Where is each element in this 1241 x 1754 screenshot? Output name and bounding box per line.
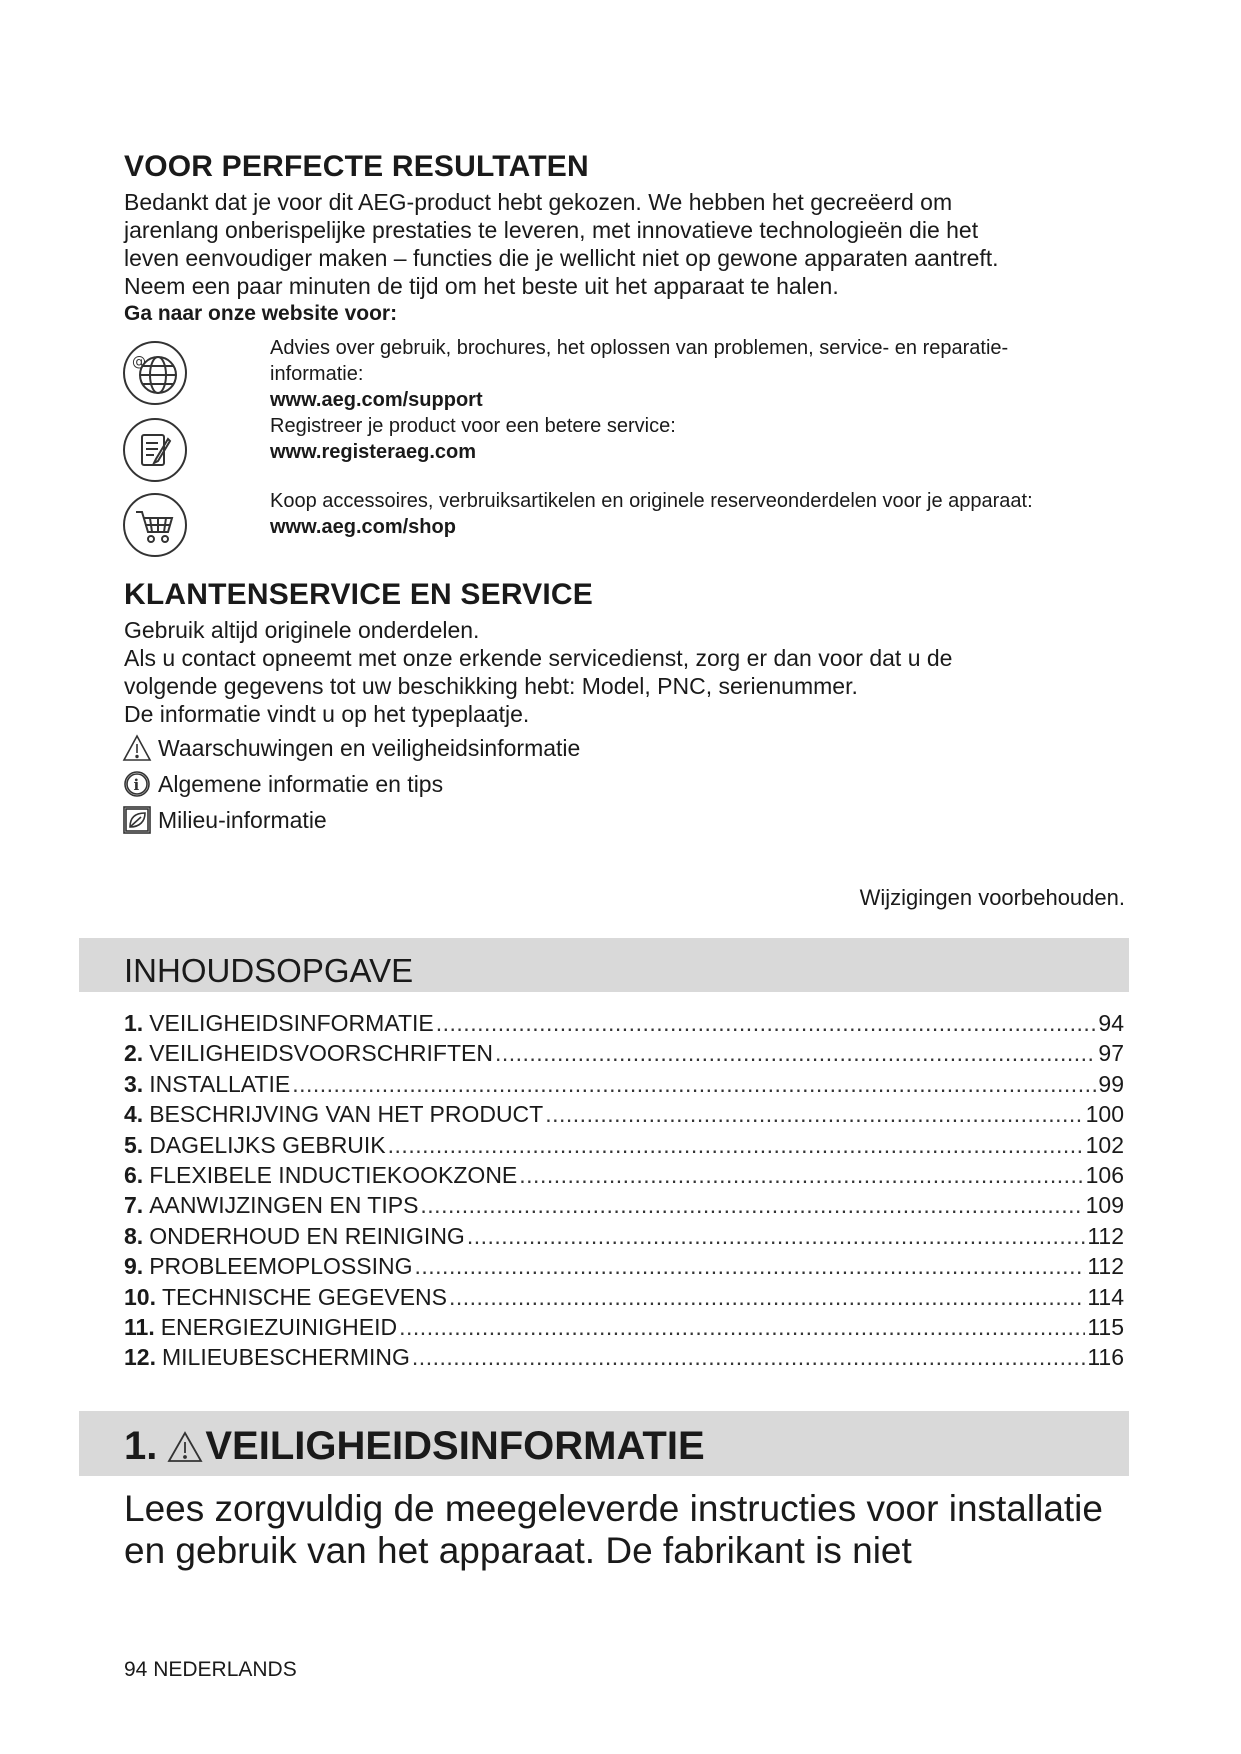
toc-leader bbox=[415, 1253, 1086, 1280]
toc-leader bbox=[436, 1010, 1097, 1037]
toc-label: DAGELIJKS GEBRUIK bbox=[149, 1131, 386, 1158]
toc-page: 102 bbox=[1085, 1131, 1124, 1158]
toc-leader bbox=[467, 1223, 1086, 1250]
globe-icon bbox=[122, 340, 188, 406]
toc-label: MILIEUBESCHERMING bbox=[161, 1344, 410, 1371]
intro-line: Neem een paar minuten de tijd om het beste uit het apparaat te halen. bbox=[124, 273, 839, 299]
toc-label: AANWIJZINGEN EN TIPS bbox=[149, 1192, 419, 1219]
toc-leader bbox=[420, 1192, 1083, 1219]
toc-label: ONDERHOUD EN REINIGING bbox=[149, 1222, 465, 1249]
toc-page: 112 bbox=[1087, 1253, 1124, 1280]
toc-page: 115 bbox=[1087, 1313, 1124, 1340]
website-item-text: Registreer je product voor een betere service: bbox=[270, 415, 676, 437]
toc-entry[interactable] bbox=[124, 1132, 1124, 1162]
toc-number: 11. bbox=[124, 1313, 155, 1340]
toc-entry[interactable] bbox=[124, 1253, 1124, 1283]
section1-intro-line: en gebruik van het apparaat. De fabrikant is niet bbox=[124, 1530, 912, 1571]
register-icon bbox=[122, 417, 188, 483]
toc-entry[interactable] bbox=[124, 1344, 1124, 1374]
shop-link[interactable]: www.aeg.com/shop bbox=[270, 516, 456, 538]
service-line: volgende gegevens tot uw beschikking hebt: Model, PNC, serienummer. bbox=[124, 673, 858, 699]
legend-warning bbox=[122, 733, 580, 763]
website-heading: Ga naar onze website voor: bbox=[124, 302, 398, 325]
website-item-support bbox=[270, 335, 1150, 413]
service-paragraph bbox=[124, 616, 1124, 728]
intro-line: jarenlang onberispelijke prestaties te leveren, met innovatieve technologieën die het bbox=[124, 217, 979, 243]
website-item-register bbox=[270, 413, 1150, 465]
toc-entry[interactable] bbox=[124, 1040, 1124, 1070]
section1-number: 1. bbox=[124, 1424, 158, 1468]
toc-page: 106 bbox=[1085, 1161, 1124, 1188]
toc-page: 112 bbox=[1087, 1222, 1124, 1249]
website-item-text: informatie: bbox=[270, 363, 364, 385]
toc-label: INSTALLATIE bbox=[149, 1070, 291, 1097]
section1-title bbox=[124, 1424, 705, 1469]
service-line: De informatie vindt u op het typeplaatje. bbox=[124, 701, 530, 727]
toc-page: 114 bbox=[1087, 1283, 1124, 1310]
toc-label: ENERGIEZUINIGHEID bbox=[160, 1313, 398, 1340]
toc-number: 3. bbox=[124, 1070, 144, 1097]
toc-page: 97 bbox=[1098, 1040, 1124, 1067]
warning-icon bbox=[122, 733, 152, 763]
toc-entry[interactable] bbox=[124, 1223, 1124, 1253]
toc-title: INHOUDSOPGAVE bbox=[124, 952, 414, 989]
toc-page: 100 bbox=[1085, 1101, 1124, 1128]
cart-icon bbox=[122, 492, 188, 558]
website-item-shop bbox=[270, 488, 1150, 540]
toc-leader bbox=[495, 1040, 1096, 1067]
toc-number: 2. bbox=[124, 1040, 144, 1067]
section1-intro bbox=[124, 1488, 1124, 1572]
intro-paragraph bbox=[124, 188, 1124, 328]
warning-icon bbox=[167, 1430, 203, 1464]
legend-info bbox=[122, 769, 443, 799]
service-line: Als u contact opneemt met onze erkende servicedienst, zorg er dan voor dat u de bbox=[124, 645, 953, 671]
toc-number: 7. bbox=[124, 1192, 144, 1219]
toc-number: 6. bbox=[124, 1161, 144, 1188]
toc-leader bbox=[449, 1284, 1085, 1311]
section-title-perfect-results: VOOR PERFECTE RESULTATEN bbox=[124, 150, 589, 183]
toc-page: 109 bbox=[1085, 1192, 1124, 1219]
toc-number: 8. bbox=[124, 1222, 144, 1249]
toc-leader bbox=[545, 1101, 1083, 1128]
legend-label: Algemene informatie en tips bbox=[158, 771, 444, 797]
page-footer: 94 NEDERLANDS bbox=[124, 1658, 297, 1681]
toc-entry[interactable] bbox=[124, 1284, 1124, 1314]
toc-label: FLEXIBELE INDUCTIEKOOKZONE bbox=[149, 1161, 518, 1188]
register-link[interactable]: www.registeraeg.com bbox=[270, 441, 476, 463]
service-line: Gebruik altijd originele onderdelen. bbox=[124, 617, 480, 643]
toc-entry[interactable] bbox=[124, 1192, 1124, 1222]
leaf-icon bbox=[122, 805, 152, 835]
toc-entry[interactable] bbox=[124, 1314, 1124, 1344]
website-item-text: Koop accessoires, verbruiksartikelen en originele reserveonderdelen voor je apparaat: bbox=[270, 490, 1033, 512]
svg-text:i: i bbox=[133, 776, 140, 794]
toc-page: 94 bbox=[1098, 1010, 1124, 1036]
toc-leader bbox=[292, 1071, 1096, 1098]
toc-page: 116 bbox=[1087, 1344, 1124, 1371]
section-title-customer-service: KLANTENSERVICE EN SERVICE bbox=[124, 578, 593, 611]
intro-line: Bedankt dat je voor dit AEG-product hebt gekozen. We hebben het gecreëerd om bbox=[124, 189, 953, 215]
toc-leader bbox=[519, 1162, 1083, 1189]
legend-label: Waarschuwingen en veiligheidsinformatie bbox=[158, 735, 581, 761]
toc-label: BESCHRIJVING VAN HET PRODUCT bbox=[149, 1101, 544, 1128]
table-of-contents bbox=[124, 1010, 1124, 1375]
toc-leader bbox=[399, 1314, 1085, 1341]
legend-environment bbox=[122, 805, 327, 835]
changes-note: Wijzigingen voorbehouden. bbox=[859, 885, 1125, 910]
section1-intro-line: Lees zorgvuldig de meegeleverde instructies voor installatie bbox=[124, 1488, 1103, 1529]
toc-number: 10. bbox=[124, 1283, 156, 1310]
toc-entry[interactable] bbox=[124, 1101, 1124, 1131]
toc-label: PROBLEEMOPLOSSING bbox=[149, 1253, 413, 1280]
support-link[interactable]: www.aeg.com/support bbox=[270, 389, 483, 411]
toc-number: 9. bbox=[124, 1253, 144, 1280]
website-item-text: Advies over gebruik, brochures, het oplossen van problemen, service- en reparatie- bbox=[270, 337, 1009, 359]
toc-leader bbox=[388, 1132, 1084, 1159]
toc-leader bbox=[412, 1344, 1085, 1371]
section1-heading: VEILIGHEIDSINFORMATIE bbox=[205, 1424, 705, 1468]
toc-label: TECHNISCHE GEGEVENS bbox=[161, 1283, 447, 1310]
toc-entry[interactable] bbox=[124, 1162, 1124, 1192]
toc-entry[interactable] bbox=[124, 1010, 1124, 1040]
toc-number: 5. bbox=[124, 1131, 144, 1158]
toc-page: 99 bbox=[1098, 1070, 1124, 1097]
intro-line: leven eenvoudiger maken – functies die je wellicht niet op gewone apparaten aantreft. bbox=[124, 245, 999, 271]
toc-entry[interactable] bbox=[124, 1071, 1124, 1101]
svg-text:@: @ bbox=[132, 354, 146, 370]
legend-label: Milieu-informatie bbox=[158, 807, 327, 833]
toc-label: VEILIGHEIDSVOORSCHRIFTEN bbox=[149, 1040, 493, 1067]
toc-number: 12. bbox=[124, 1344, 156, 1371]
info-icon bbox=[122, 769, 152, 799]
toc-label: VEILIGHEIDSINFORMATIE bbox=[149, 1010, 434, 1036]
toc-number: 4. bbox=[124, 1101, 144, 1128]
toc-number: 1. bbox=[124, 1010, 144, 1036]
